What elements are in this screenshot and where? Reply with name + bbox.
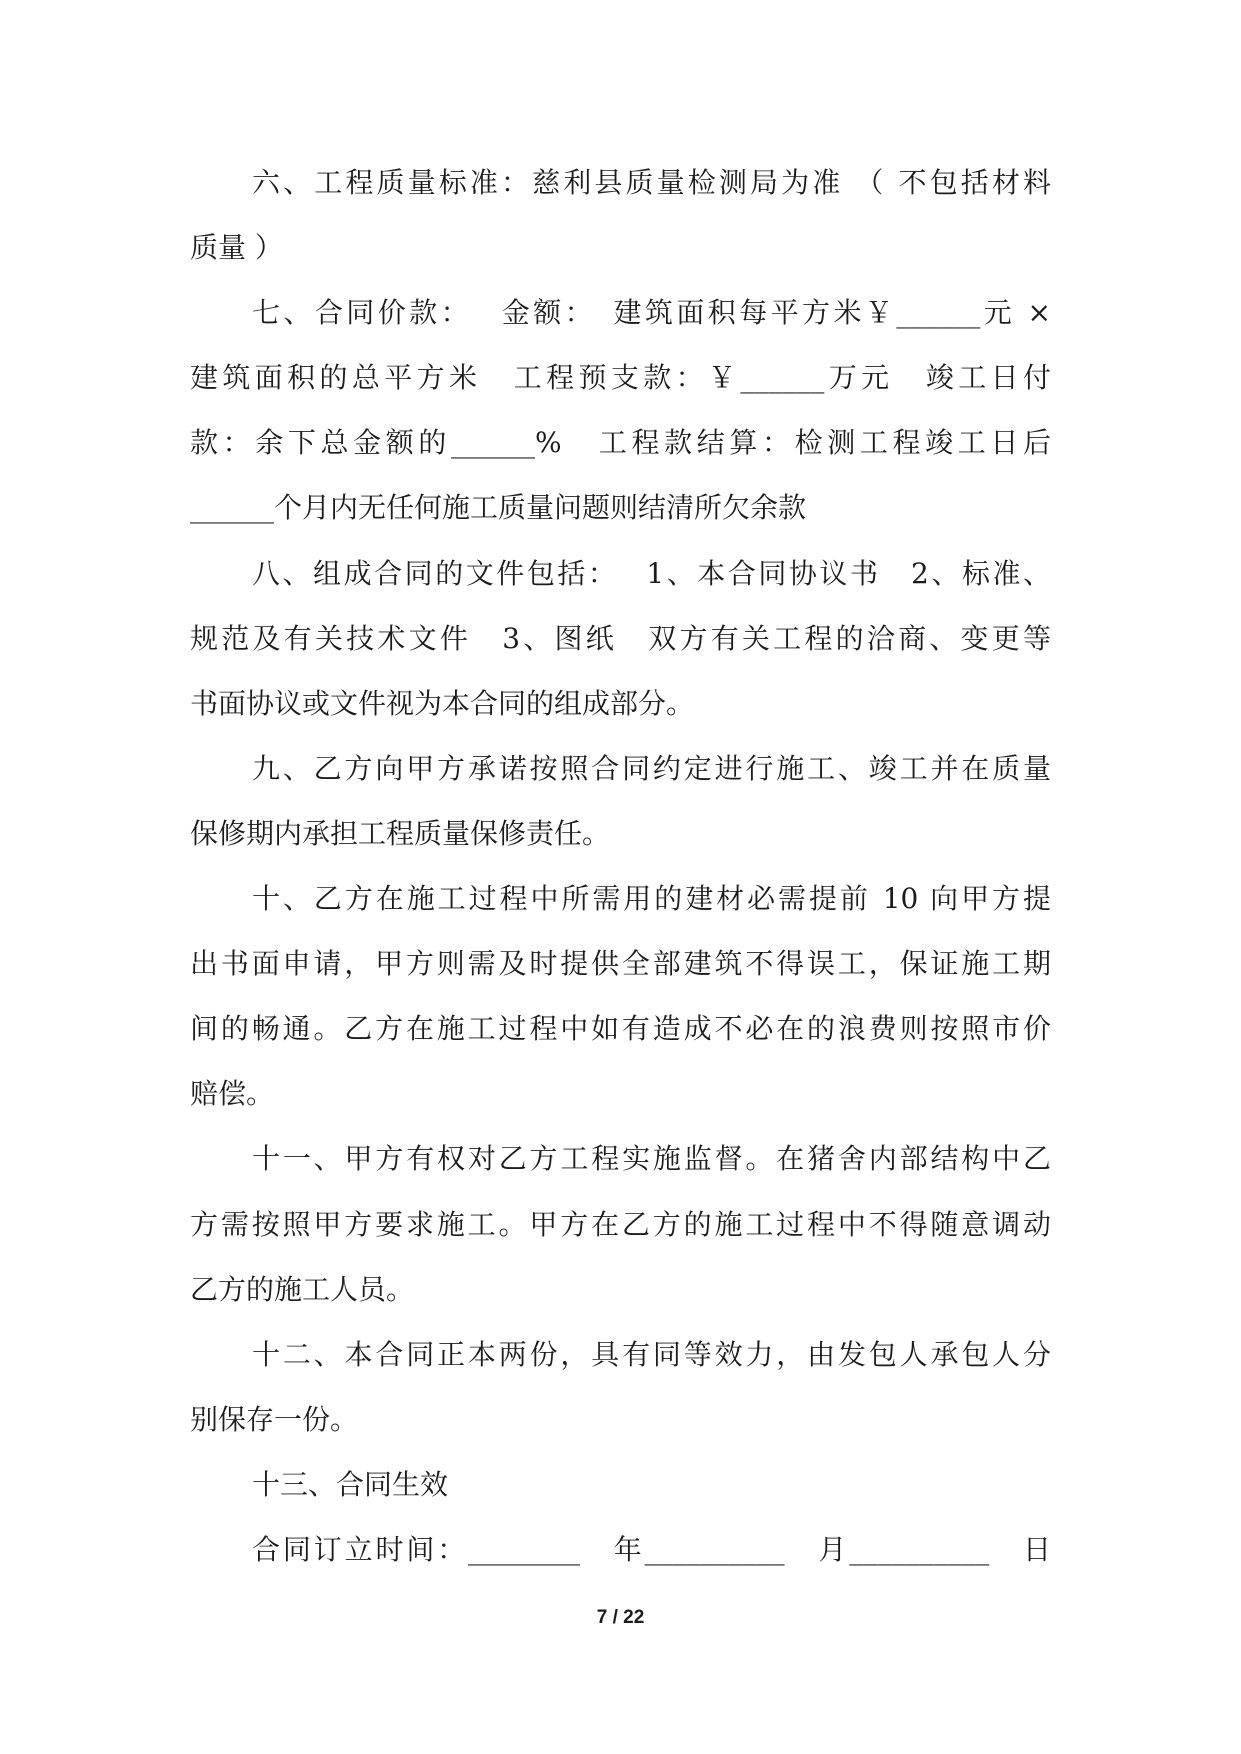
clause-6-quality-standard <box>190 150 1051 280</box>
text-line: ______个月内无任何施工质量问题则结清所欠余款 <box>190 491 807 525</box>
text-line: 七、合同价款： 金额： 建筑面积每平方米￥______元 × <box>252 296 1051 330</box>
text-line: 十二、本合同正本两份，具有同等效力，由发包人承包人分 <box>252 1337 1051 1371</box>
clause-9-commitment <box>190 736 1051 866</box>
text-line: 乙方的施工人员。 <box>190 1272 415 1306</box>
clause-10-materials <box>190 866 1051 1126</box>
document-body <box>190 150 1051 1582</box>
text-line: 保修期内承担工程质量保修责任。 <box>190 816 611 850</box>
text-line: 质量 ） <box>190 231 283 265</box>
text-line: 十、乙方在施工过程中所需用的建材必需提前 10 向甲方提 <box>252 882 1051 916</box>
text-line: 间的畅通。乙方在施工过程中如有造成不必在的浪费则按照市价 <box>190 1012 1051 1046</box>
text-line: 赔偿。 <box>190 1077 275 1111</box>
clause-11-supervision <box>190 1126 1051 1321</box>
clause-13-effectiveness <box>190 1452 1051 1517</box>
text-line: 规范及有关技术文件 3、图纸 双方有关工程的洽商、变更等 <box>190 621 1051 655</box>
text-line: 建筑面积的总平方米 工程预支款：￥______万元 竣工日付 <box>190 361 1051 395</box>
clause-8-contract-documents <box>190 541 1051 736</box>
text-line: 别保存一份。 <box>190 1402 359 1436</box>
text-line: 九、乙方向甲方承诺按照合同约定进行施工、竣工并在质量 <box>252 751 1051 785</box>
text-line: 书面协议或文件视为本合同的组成部分。 <box>190 686 695 720</box>
text-line: 十一、甲方有权对乙方工程实施监督。在猪舍内部结构中乙 <box>252 1142 1051 1176</box>
text-line: 十三、合同生效 <box>252 1467 449 1501</box>
text-line: 六、工程质量标准：慈利县质量检测局为准 （ 不包括材料 <box>252 166 1051 199</box>
clause-12-copies <box>190 1322 1051 1452</box>
text-line: 出书面申请，甲方则需及时提供全部建筑不得误工，保证施工期 <box>190 947 1051 981</box>
page-number: 7 / 22 <box>596 1607 645 1628</box>
text-line: 款：余下总金额的______% 工程款结算：检测工程竣工日后 <box>190 426 1051 460</box>
signing-date <box>190 1517 1051 1582</box>
text-line: 合同订立时间：________ 年__________ 月__________ 日 <box>252 1532 1051 1566</box>
text-line: 八、组成合同的文件包括： 1、本合同协议书 2、标准、 <box>252 556 1051 590</box>
text-line: 方需按照甲方要求施工。甲方在乙方的施工过程中不得随意调动 <box>190 1207 1051 1241</box>
clause-7-contract-price <box>190 280 1051 540</box>
